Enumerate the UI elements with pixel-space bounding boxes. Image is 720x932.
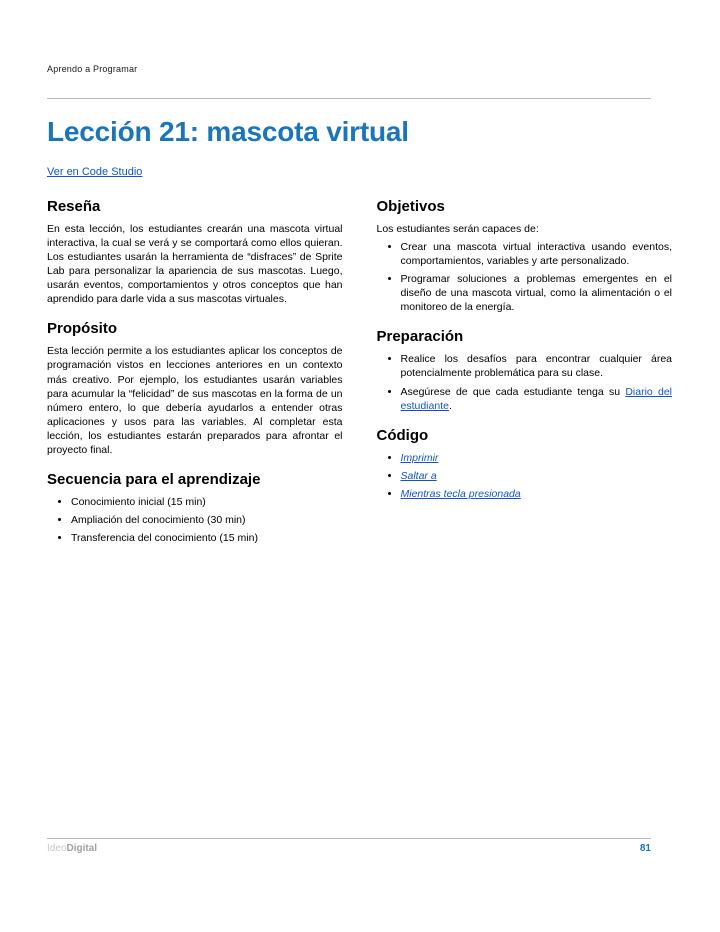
header-divider (47, 98, 651, 99)
preparacion-list (377, 352, 673, 412)
preparacion-item-text: Asegúrese de que cada estudiante tenga su (400, 385, 626, 398)
proposito-heading: Propósito (47, 320, 117, 338)
diario-estudiante-link[interactable]: Diario del estudiante (400, 385, 673, 412)
running-header: Aprendo a Programar (47, 64, 138, 74)
objetivos-list (377, 240, 673, 314)
list-item: • Ampliación del conocimiento (30 min) (71, 513, 343, 527)
imprimir-link[interactable]: Imprimir (400, 451, 439, 464)
list-item (401, 487, 673, 501)
footer-brand-light: Ideo (47, 843, 67, 854)
left-column (47, 192, 343, 549)
proposito-paragraph: Esta lección permite a los estudiantes aplicar los conceptos de programación vistos en lecciones anteriores en un contexto más creativo. Por ejemplo, los estudiantes usarán variables para acumular la “felicidad” de sus mascotas en la forma de un número entero, lo que debería ayudarlos a entender otras aplicaciones y usos para las variables. Al completar esta lección, los estudiantes estarán preparados para afrontar el proyecto final. (47, 345, 343, 456)
preparacion-item-period: . (448, 399, 452, 412)
list-item: • Conocimiento inicial (15 min) (71, 495, 343, 509)
list-item (401, 469, 673, 483)
footer-brand (47, 843, 97, 854)
page-number: 81 (639, 843, 651, 854)
list-item (401, 451, 673, 465)
resena-paragraph: En esta lección, los estudiantes crearán una mascota virtual interactiva, la cual se verá y se comportará como ellos quieran. Los estudiantes usarán la herramienta de “disfraces” de Sprite Lab para personalizar la apariencia de sus mascotas. Luego, usarán eventos, comportamientos y otros conceptos que han aprendido para darle vida a sus mascotas virtuales. (47, 223, 343, 306)
list-item: • Transferencia del conocimiento (15 min) (71, 531, 343, 545)
mientras-tecla-presionada-link[interactable]: Mientras tecla presionada (400, 487, 521, 500)
footer-divider (47, 838, 651, 839)
two-column-layout (47, 192, 672, 549)
page-title: Lección 21: mascota virtual (47, 116, 409, 147)
code-studio-link[interactable]: Ver en Code Studio (47, 166, 143, 178)
list-item: • Programar soluciones a problemas emergentes en el diseño de una mascota virtual, como la alimentación o el monitoreo de la energía. (401, 272, 673, 314)
list-item: • Realice los desafíos para encontrar cualquier área potencialmente problemática para su clase. (401, 352, 673, 380)
codigo-heading: Código (376, 426, 429, 444)
secuencia-heading: Secuencia para el aprendizaje (47, 470, 261, 488)
objetivos-heading: Objetivos (376, 198, 445, 215)
saltar-a-link[interactable]: Saltar a (400, 469, 437, 482)
list-item (401, 385, 673, 413)
objetivos-intro: Los estudiantes serán capaces de: (376, 223, 539, 235)
secuencia-list (47, 495, 343, 545)
running-footer (47, 843, 651, 854)
codigo-list (377, 451, 673, 501)
list-item: • Crear una mascota virtual interactiva usando eventos, comportamientos, variables y arte personalizado. (401, 240, 673, 268)
right-column (377, 192, 673, 549)
footer-brand-bold: Digital (66, 843, 98, 854)
resena-heading: Reseña (47, 198, 101, 215)
preparacion-heading: Preparación (376, 328, 464, 346)
page-content (47, 116, 672, 549)
